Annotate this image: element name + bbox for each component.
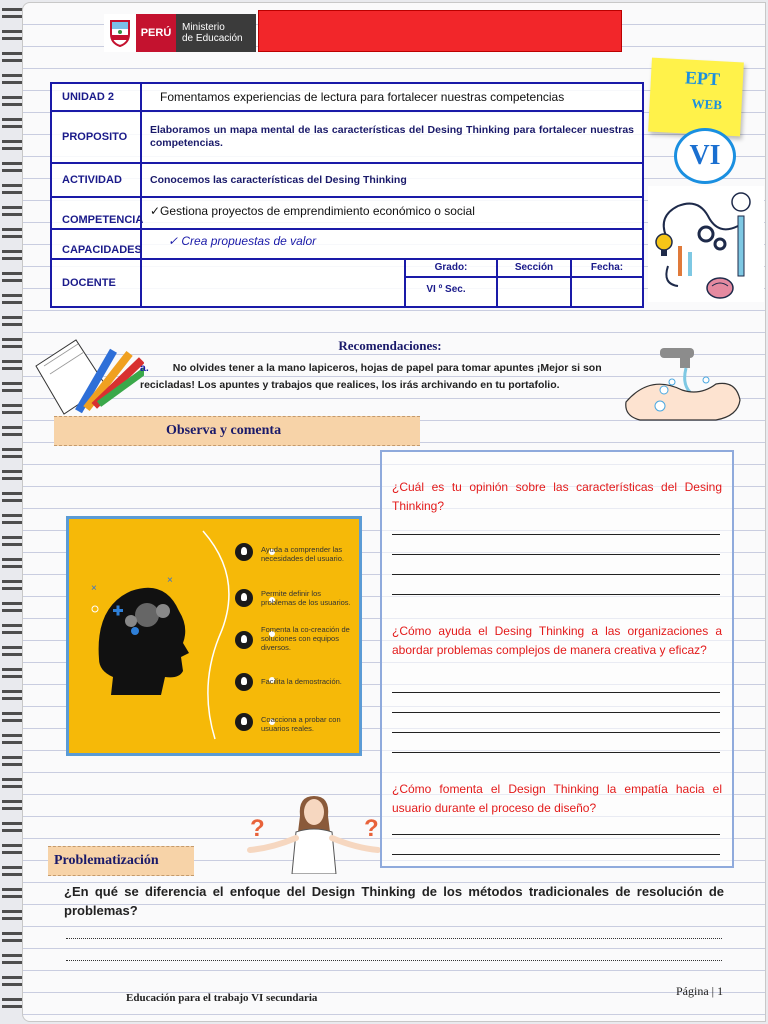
footer-course: Educación para el trabajo VI secundaria — [126, 992, 318, 1004]
observa-title: Observa y comenta — [166, 423, 282, 438]
label-proposito: PROPOSITO — [52, 112, 142, 162]
lightbulb-icon — [235, 673, 253, 691]
infographic-item: Permite definir los problemas de los usuarios. — [261, 589, 351, 607]
answer-line[interactable] — [392, 752, 720, 753]
value-actividad: Conocemos las características del Desing Thinking — [150, 174, 407, 186]
row-proposito — [52, 112, 642, 164]
pencils-icon — [34, 336, 144, 416]
grade-badge: VI — [674, 128, 736, 184]
thinking-woman-icon — [242, 792, 386, 874]
seccion-label: Sección — [514, 262, 554, 273]
problematizacion-question: ¿En qué se diferencia el enfoque del Design Thinking de los métodos tradicionales de resolución de problemas? — [64, 884, 724, 918]
recommendations-title: Recomendaciones: — [338, 338, 442, 353]
footer-page-number: Página | 1 — [676, 984, 724, 998]
questions-panel — [380, 450, 734, 868]
recommendation-letter: a. — [140, 362, 149, 374]
peru-label: PERÚ — [136, 14, 176, 52]
row-docente — [52, 260, 642, 306]
lightbulb-icon — [235, 631, 253, 649]
value-proposito: Elaboramos un mapa mental de las características del Desing Thinking para fortalecer nuestras competencias. — [150, 124, 634, 149]
grado-value: VI º Sec. — [426, 284, 466, 295]
answer-line[interactable] — [66, 938, 722, 939]
lightbulb-icon — [235, 713, 253, 731]
info-table — [50, 82, 644, 308]
answer-line[interactable] — [66, 960, 722, 961]
label-competencia: COMPETENCIA — [52, 198, 142, 228]
svg-text:×: × — [91, 583, 97, 594]
ept-label: EPT — [684, 67, 721, 90]
answer-line[interactable] — [392, 854, 720, 855]
value-capacidades: ✓ Crea propuestas de valor — [168, 234, 317, 248]
answer-line[interactable] — [392, 834, 720, 835]
design-thinking-illustration-icon — [648, 186, 764, 302]
answer-line[interactable] — [392, 574, 720, 575]
label-actividad: ACTIVIDAD — [52, 164, 142, 196]
infographic-item: Facilita la demostración. — [261, 677, 342, 686]
question-1: ¿Cuál es tu opinión sobre las características del Desing Thinking? — [392, 480, 722, 513]
label-unidad: UNIDAD 2 — [52, 84, 142, 110]
value-competencia: ✓Gestiona proyectos de emprendimiento económico o social — [150, 204, 475, 218]
svg-text:×: × — [167, 575, 173, 586]
ministry-logo — [104, 14, 256, 52]
row-unidad — [52, 84, 642, 112]
lightbulb-icon — [235, 589, 253, 607]
label-capacidades: CAPACIDADES — [52, 230, 142, 258]
answer-line[interactable] — [392, 712, 720, 713]
header-red-banner — [258, 10, 622, 52]
lightbulb-icon — [235, 543, 253, 561]
question-3: ¿Cómo fomenta el Design Thinking la empatía hacia el usuario durante el proceso de diseño? — [392, 782, 722, 815]
row-competencia — [52, 198, 642, 230]
label-docente: DOCENTE — [52, 260, 142, 306]
row-capacidades — [52, 230, 642, 260]
answer-line[interactable] — [392, 732, 720, 733]
observa-banner — [54, 416, 420, 446]
infographic-item: Fomenta la co-creación de soluciones con equipos diversos. — [261, 625, 350, 652]
question-2: ¿Cómo ayuda el Desing Thinking a las organizaciones a abordar problemas complejos de manera creativa y eficaz? — [392, 624, 722, 657]
grado-label: Grado: — [434, 262, 468, 273]
docente-grid — [404, 260, 642, 306]
design-thinking-infographic — [66, 516, 362, 756]
hand-washing-icon — [620, 344, 744, 428]
answer-line[interactable] — [392, 594, 720, 595]
answer-line[interactable] — [392, 534, 720, 535]
ministry-line2: de Educación — [182, 33, 243, 44]
web-label: WEB — [691, 95, 723, 113]
recommendations-text — [140, 360, 624, 394]
ept-sticky-note — [648, 58, 744, 137]
problematizacion-title: Problematización — [54, 853, 159, 868]
problematizacion-banner — [48, 846, 194, 876]
ministry-label — [176, 14, 256, 52]
svg-text:?: ? — [364, 815, 379, 842]
infographic-item: Coacciona a probar con usuarios reales. — [261, 715, 341, 733]
coat-of-arms-icon — [104, 14, 136, 52]
answer-line[interactable] — [392, 554, 720, 555]
row-actividad — [52, 164, 642, 198]
infographic-item: Ayuda a comprender las necesidades del usuario. — [261, 545, 344, 563]
recommendation-body: No olvides tener a la mano lapiceros, hojas de papel para tomar apuntes ¡Mejor si son recicladas! Los apuntes y trabajos que realices, los irás archivando en tu portafolio. — [140, 362, 602, 391]
value-unidad: Fomentamos experiencias de lectura para fortalecer nuestras competencias — [160, 90, 565, 104]
svg-text:?: ? — [250, 815, 265, 842]
answer-line[interactable] — [392, 692, 720, 693]
fecha-label: Fecha: — [590, 262, 624, 273]
ministry-line1: Ministerio — [182, 22, 225, 33]
